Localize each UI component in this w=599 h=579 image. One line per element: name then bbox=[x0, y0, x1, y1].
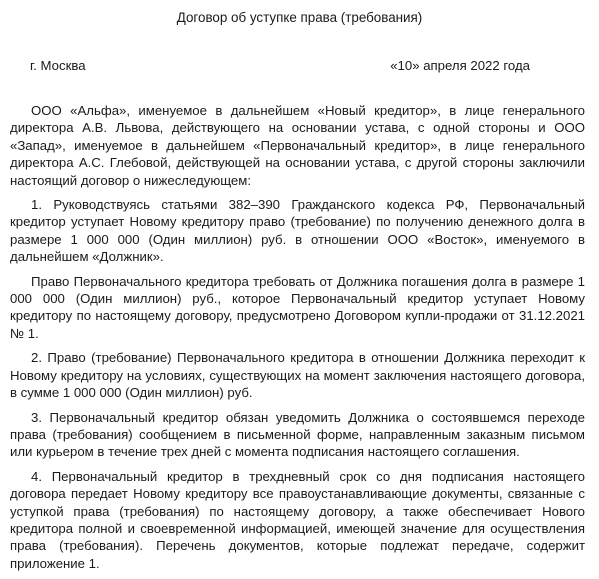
place-date-line bbox=[30, 58, 530, 76]
paragraph-clause-3: 3. Первоначальный кредитор обязан уведомить Должника о состоявшемся переходе права (требования) сообщением в письменной форме, направленным заказным письмом или курьером в течение трех дней с момента подписания настоящего соглашения. bbox=[10, 409, 585, 460]
paragraph-parties: ООО «Альфа», именуемое в дальнейшем «Новый кредитор», в лице генерального директора А.В. Львова, действующего на основании устава, с одной стороны и ООО «Запад», именуемое в дальнейшем «Первоначальный кредитор», в лице генерального директора А.С. Глебовой, действующей на основании устава, с другой стороны заключили настоящий договор о нижеследующем: bbox=[10, 103, 585, 188]
document-date: «10» апреля 2022 года bbox=[390, 58, 530, 73]
paragraph-clause-1: 1. Руководствуясь статьями 382–390 Гражданского кодекса РФ, Первоначальный кредитор уступает Новому кредитору право (требование) по получению денежного долга в размере 1 000 000 (Один миллион) руб. в отношении ООО «Восток», именуемого в дальнейшем «Должник». bbox=[10, 197, 585, 265]
paragraph-clause-1-basis: Право Первоначального кредитора требовать от Должника погашения долга в размере 1 000 000 (Один миллион) руб., которое Первоначальный кредитор уступает Новому кредитору по настоящему договору, предусмотрено Договором купли-продажи от 31.12.2021 № 1. bbox=[10, 273, 585, 341]
document-city: г. Москва bbox=[30, 58, 86, 73]
paragraph-clause-4: 4. Первоначальный кредитор в трехдневный срок со дня подписания настоящего договора передает Новому кредитору все правоустанавливающие документы, связанные с уступкой права (требования) по настоящему договору, а также обеспечивает Нового кредитора полной и своевременной информацией, имеющей значение для осуществления права (требования). Перечень документов, которые подлежат передаче, содержит приложение 1. bbox=[10, 468, 585, 571]
document-title: Договор об уступке права (требования) bbox=[176, 10, 423, 25]
paragraph-clause-2: 2. Право (требование) Первоначального кредитора в отношении Должника переходит к Новому кредитору на условиях, существующих на момент заключения настоящего договора, в сумме 1 000 000 (Один миллион) руб. bbox=[10, 350, 585, 401]
document-body bbox=[10, 102, 585, 579]
